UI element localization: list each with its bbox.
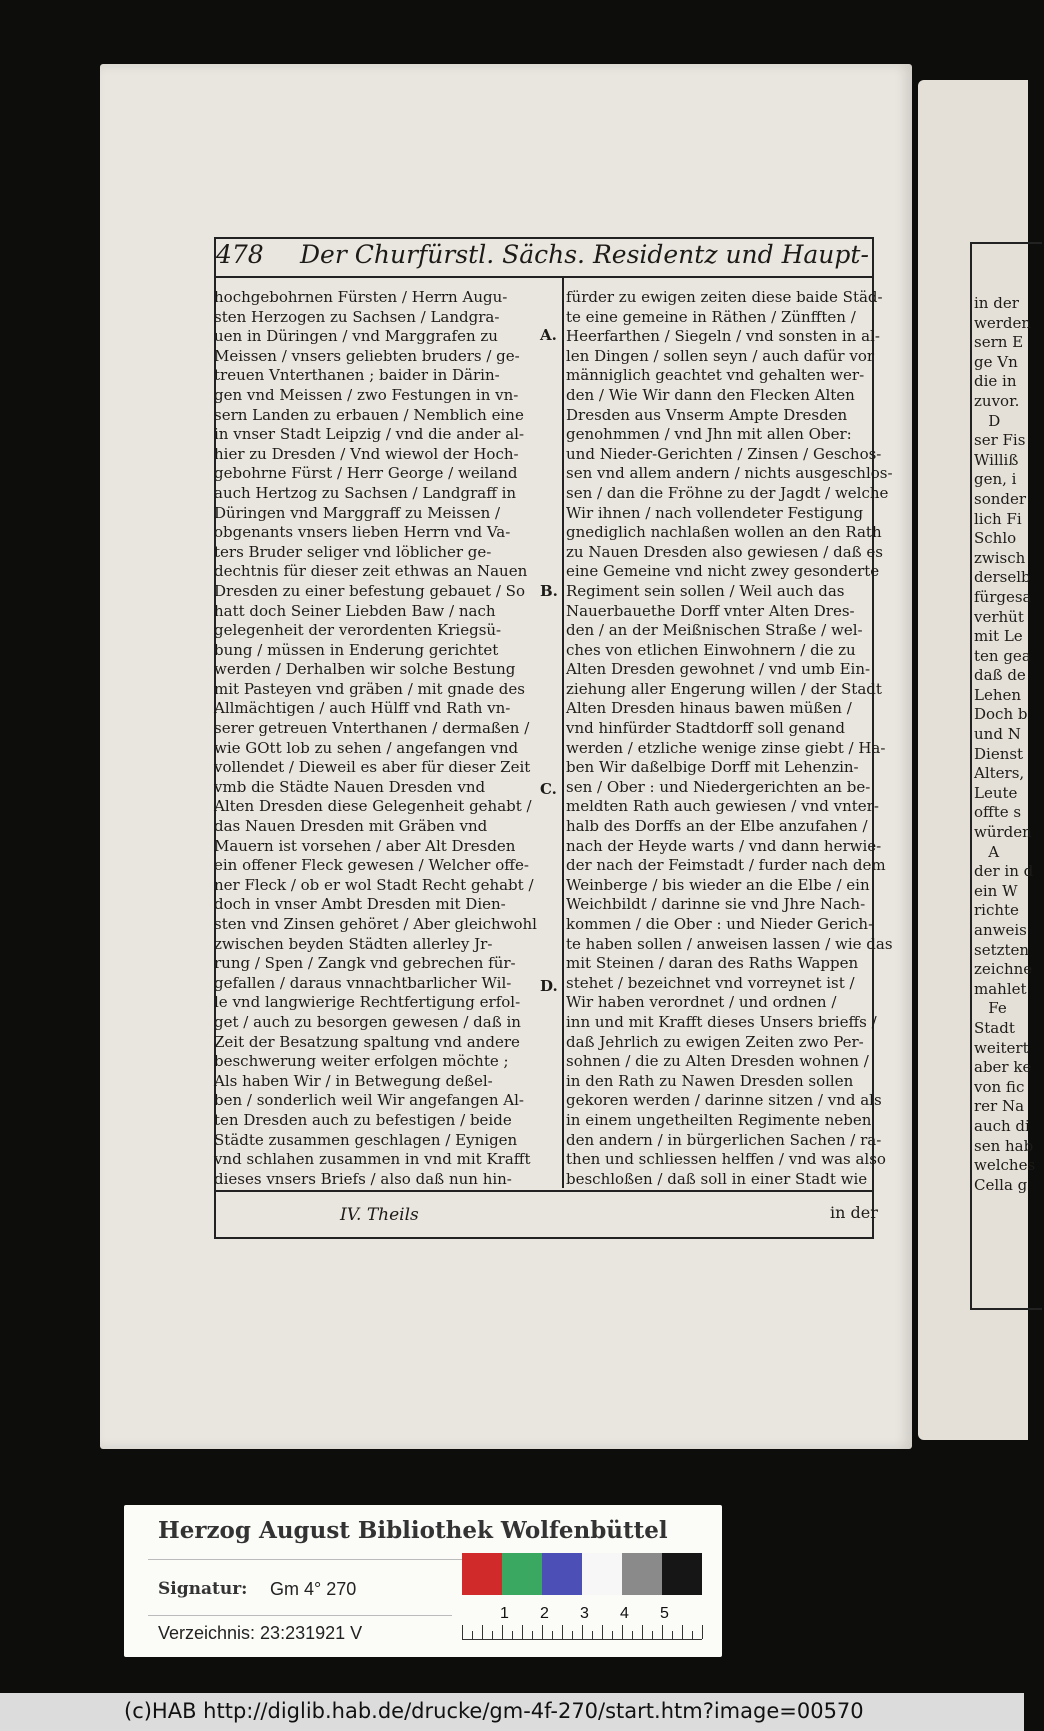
recto-text-line: weitert [974,1038,1029,1057]
recto-text-line: Alters, [974,764,1025,783]
recto-text-line: Leute [974,783,1018,802]
text-line: sohnen / die zu Alten Dresden wohnen / [566,1052,869,1071]
recto-text-line: derselb [974,568,1031,587]
text-line: meldten Rath auch gewiesen / vnd vnter- [566,797,879,816]
text-line: Mauern ist vorsehen / aber Alt Dresden [214,836,516,855]
ruler-tick [692,1631,693,1639]
text-line: hier zu Dresden / Vnd wiewol der Hoch- [214,444,519,463]
text-line: sen / Ober : und Niedergerichten an be- [566,777,871,796]
recto-text-line: fürgesa [974,587,1032,606]
ruler-tick [622,1625,623,1639]
library-name: Herzog August Bibliothek Wolfenbüttel [158,1517,668,1544]
text-line: vnd schlahen zusammen in vnd mit Krafft [214,1150,531,1169]
text-line: Allmächtigen / auch Hülff vnd Rath vn- [214,699,511,718]
recto-text-line: aber ke [974,1058,1032,1077]
ruler-number: 2 [540,1605,549,1622]
text-line: te haben sollen / anweisen lassen / wie das [566,934,893,953]
ruler-tick [572,1631,573,1639]
ruler-number: 3 [580,1605,589,1622]
recto-text-line: verhüt [974,607,1024,626]
color-swatch [622,1553,662,1595]
recto-text-line: auch di [974,1116,1030,1135]
column-rule [562,278,564,1188]
text-line: in vnser Stadt Leipzig / vnd die ander al- [214,425,525,444]
text-line: ten Dresden auch zu befestigen / beide [214,1110,512,1129]
text-line: gnediglich nachlaßen wollen an den Rath [566,523,882,542]
text-line: rung / Spen / Zangk vnd gebrechen für- [214,954,516,973]
ruler-tick [482,1625,483,1639]
ruler-tick [502,1625,503,1639]
label-divider [148,1615,452,1616]
recto-text-line: A [974,842,1000,861]
text-line: dechtnis für dieser zeit ethwas an Nauen [214,562,528,581]
ruler-tick [542,1625,543,1639]
text-line: den / an der Meißnischen Straße / wel- [566,621,863,640]
recto-text-line: ein W [974,881,1018,900]
text-line: Alten Dresden diese Gelegenheit gehabt / [214,797,532,816]
ruler-tick [582,1625,583,1639]
text-line: vnd hinfürder Stadtdorff soll genand [566,719,845,738]
color-swatch [502,1553,542,1595]
credit-bar [0,1693,1024,1731]
recto-text-line: Cella g [974,1175,1028,1194]
recto-text-line: in der [974,294,1019,312]
text-line: auch Hertzog zu Sachsen / Landgraff in [214,483,517,502]
recto-text-line: offte s [974,803,1022,822]
text-line: das Nauen Dresden mit Gräben vnd [214,817,488,836]
ruler-tick [532,1631,533,1639]
text-line: Zeit der Besatzung spaltung vnd andere [214,1032,520,1051]
ruler-tick [522,1625,523,1639]
recto-text-line: D [974,411,1001,430]
text-line: eine Gemeine vnd nicht zwey gesonderte [566,562,880,581]
ruler-tick [512,1631,513,1639]
text-line: den / Wie Wir dann den Flecken Alten [566,385,855,404]
recto-text-line: welches [974,1156,1036,1175]
left-column-text [214,288,536,1189]
running-title: Der Churfürstl. Sächs. Residentz und Haupt- [300,240,869,269]
text-line: Städte zusammen geschlagen / Eynigen [214,1130,518,1149]
ruler-tick [652,1631,653,1639]
text-line: gefallen / daraus vnnachtbarlicher Wil- [214,973,512,992]
library-label-card [124,1505,722,1657]
text-line: gen vnd Meissen / zwo Festungen in vn- [214,385,519,404]
recto-text-fragment [974,294,1044,1195]
margin-marker-a: A. [540,326,557,344]
page-number: 478 [216,240,264,269]
recto-text-line: Fe [974,999,1007,1018]
recto-text-line: Schlo [974,529,1017,548]
color-swatch [582,1553,622,1595]
ruler-tick [472,1631,473,1639]
text-line: treuen Vnterthanen ; baider in Därin- [214,366,500,385]
text-line: ben / sonderlich weil Wir angefangen Al- [214,1091,525,1110]
recto-text-line: zeichne [974,960,1033,979]
text-line: then und schliessen helffen / vnd was also [566,1150,886,1169]
text-line: Weichbildt / darinne sie vnd Jhre Nach- [566,895,866,914]
recto-text-line: Stadt [974,1018,1015,1037]
text-line: werden / Derhalben wir solche Bestung [214,660,516,679]
text-line: ziehung aller Engerung willen / der Stadt [566,679,882,698]
text-line: vollendet / Dieweil es aber für dieser Zeit [214,758,531,777]
text-line: inn und mit Krafft dieses Unsers brieffs / [566,1012,877,1031]
recto-text-line: sen hab [974,1136,1034,1155]
ruler-tick [632,1631,633,1639]
text-line: zwischen beyden Städten allerley Jr- [214,934,493,953]
scale-ruler [462,1595,702,1640]
credit-url: (c)HAB http://diglib.hab.de/drucke/gm-4f-270/start.htm?image=00570 [124,1699,864,1723]
text-line: uen in Düringen / vnd Marggrafen zu [214,327,498,346]
recto-text-line: mahlet [974,979,1027,998]
text-line: hochgebohrnen Fürsten / Herrn Augu- [214,288,508,306]
text-line: sten vnd Zinsen gehöret / Aber gleichwohl [214,915,537,933]
text-line: zu Nauen Dresden also gewiesen / daß es [566,542,884,561]
text-line: nach der Heyde warts / vnd dann herwie- [566,836,882,855]
text-line: ters Bruder seliger vnd löblicher ge- [214,542,492,561]
recto-text-line: mit Le [974,627,1023,646]
text-line: fürder zu ewigen zeiten diese baide Städ- [566,288,883,306]
recto-text-line: lich Fi [974,509,1022,528]
ruler-tick [592,1631,593,1639]
text-line: Heerfarthen / Siegeln / vnd sonsten in al- [566,327,880,346]
text-line: sen vnd allem andern / nichts ausgeschlos- [566,464,893,483]
recto-text-line: Lehen [974,685,1022,704]
margin-marker-d: D. [540,977,558,995]
text-line: sern Landen zu erbauen / Nemblich eine [214,405,524,424]
recto-text-line: die in [974,372,1017,391]
recto-text-line: sern E [974,333,1024,352]
recto-text-line: ser Fis [974,431,1026,450]
ruler-tick [682,1625,683,1639]
recto-text-line: sonder [974,489,1027,508]
recto-text-line: Williß [974,450,1019,469]
verzeichnis-value: Verzeichnis: 23:231921 V [158,1623,363,1643]
text-line: vmb die Städte Nauen Dresden vnd [214,777,486,796]
ruler-tick [462,1625,463,1639]
text-line: doch in vnser Ambt Dresden mit Dien- [214,895,506,914]
ruler-number: 5 [660,1605,669,1622]
signatur-value: Gm 4° 270 [270,1579,357,1599]
text-line: Wir haben verordnet / und ordnen / [566,993,837,1012]
recto-text-line: daß de [974,666,1026,685]
text-line: Düringen vnd Marggraff zu Meissen / [214,503,501,522]
ruler-tick [602,1625,603,1639]
text-line: männiglich geachtet vnd gehalten wer- [566,366,865,385]
recto-text-line: setzten [974,940,1030,959]
ruler-number: 4 [620,1605,629,1622]
text-line: Meissen / vnsers geliebten bruders / ge- [214,346,520,365]
recto-text-line: gen, i [974,470,1017,489]
margin-marker-b: B. [540,582,558,600]
text-line: sten Herzogen zu Sachsen / Landgra- [214,307,500,326]
recto-text-line: der in d [974,862,1034,881]
text-line: sen / dan die Fröhne zu der Jagdt / welche [566,483,889,502]
recto-text-line: und N [974,725,1021,744]
text-line: Alten Dresden gewohnet / vnd umb Ein- [566,660,871,679]
text-line: mit Pasteyen vnd gräben / mit gnade des [214,679,525,698]
text-line: gebohrne Fürst / Herr George / weiland [214,464,518,483]
recto-text-line: richte [974,901,1019,920]
text-line: te eine gemeine in Räthen / Zünfften / [566,307,856,326]
text-line: ein offener Fleck gewesen / Welcher offe- [214,856,529,875]
ruler-tick [552,1631,553,1639]
text-line: in den Rath zu Nawen Dresden sollen [566,1071,854,1090]
text-line: in einem ungetheilten Regimente neben [566,1110,872,1129]
text-line: Als haben Wir / in Betwegung deßel- [214,1071,493,1090]
text-line: gekoren werden / darinne sitzen / vnd als [566,1091,882,1110]
ruler-tick [672,1631,673,1639]
text-line: gelegenheit der verordenten Kriegsü- [214,621,502,640]
text-line: serer getreuen Vnterthanen / dermaßen / [214,719,530,738]
text-line: bung / müssen in Enderung gerichtet [214,640,499,659]
text-line: ben Wir daßelbige Dorff mit Lehenzin- [566,758,859,777]
color-calibration-chart [462,1553,702,1645]
ruler-tick [612,1631,613,1639]
text-line: dieses vnsers Briefs / also daß nun hin- [214,1169,512,1188]
ruler-tick [562,1625,563,1639]
text-line: Alten Dresden hinaus bawen müßen / [566,699,852,718]
text-line: Nauerbauethe Dorff vnter Alten Dres- [566,601,855,620]
color-swatch [542,1553,582,1595]
footer-rule [214,1190,874,1192]
text-line: halb des Dorffs an der Elbe anzufahen / [566,817,868,836]
color-swatch [462,1553,502,1595]
recto-text-line: zwisch [974,548,1026,567]
ruler-number: 1 [500,1605,509,1622]
text-line: der nach der Feimstadt / furder nach dem [566,856,886,875]
ruler-tick [642,1625,643,1639]
recto-text-line: anweis [974,921,1027,939]
page-header [214,240,874,278]
text-line: le vnd langwierige Rechtfertigung erfol- [214,993,521,1012]
recto-text-line: würden [974,823,1032,842]
text-line: len Dingen / sollen seyn / auch dafür vor [566,346,875,365]
recto-text-line: ten gea [974,646,1031,665]
text-line: und Nieder-Gerichten / Zinsen / Geschos- [566,444,882,463]
text-line: Dresden aus Vnserm Ampte Dresden [566,405,848,424]
ruler-tick [702,1625,703,1639]
recto-text-line: von fic [974,1077,1025,1096]
text-line: ches von etlichen Einwohnern / die zu [566,640,856,659]
text-line: mit Steinen / daran des Raths Wappen [566,954,859,973]
text-line: hatt doch Seiner Liebden Baw / nach [214,601,496,620]
text-line: den andern / in bürgerlichen Sachen / ra- [566,1130,882,1149]
recto-text-line: zuvor. [974,391,1020,410]
recto-text-line: rer Na [974,1097,1025,1116]
catchword: in der [830,1203,878,1222]
text-line: wie GOtt lob zu sehen / angefangen vnd [214,738,519,757]
ruler-tick [492,1631,493,1639]
text-line: obgenants vnsers lieben Herrn vnd Va- [214,523,511,542]
color-swatch [662,1553,702,1595]
text-line: stehet / bezeichnet vnd vorreynet ist / [566,973,855,992]
recto-text-line: Doch b [974,705,1028,724]
margin-marker-c: C. [540,780,557,798]
text-line: Dresden zu einer befestung gebauet / So [214,581,525,600]
book-page-recto-edge [918,80,1036,1440]
text-line: Wir ihnen / nach vollendeter Festigung [566,503,864,522]
recto-text-line: werden [974,313,1032,332]
text-line: daß Jehrlich zu ewigen Zeiten zwo Per- [566,1032,864,1051]
text-line: kommen / die Ober : und Nieder Gerich- [566,915,874,933]
recto-text-line: ge Vn [974,352,1018,371]
right-column-text [566,288,893,1189]
text-line: genohmmen / vnd Jhn mit allen Ober: [566,425,852,444]
signature-mark: IV. Theils [340,1205,419,1225]
text-line: beschwerung weiter erfolgen möchte ; [214,1052,509,1071]
text-line: ner Fleck / ob er wol Stadt Recht gehabt / [214,875,534,894]
text-line: get / auch zu besorgen gewesen / daß in [214,1012,521,1031]
ruler-tick [662,1625,663,1639]
text-line: werden / etzliche wenige zinse giebt / Ha- [566,738,886,757]
text-line: Weinberge / bis wieder an die Elbe / ein [566,875,870,894]
text-line: Regiment sein sollen / Weil auch das [566,581,845,600]
recto-text-line: Dienst [974,744,1024,763]
text-line: beschloßen / daß soll in einer Stadt wie [566,1169,868,1188]
signatur-label: Signatur: [158,1579,248,1599]
